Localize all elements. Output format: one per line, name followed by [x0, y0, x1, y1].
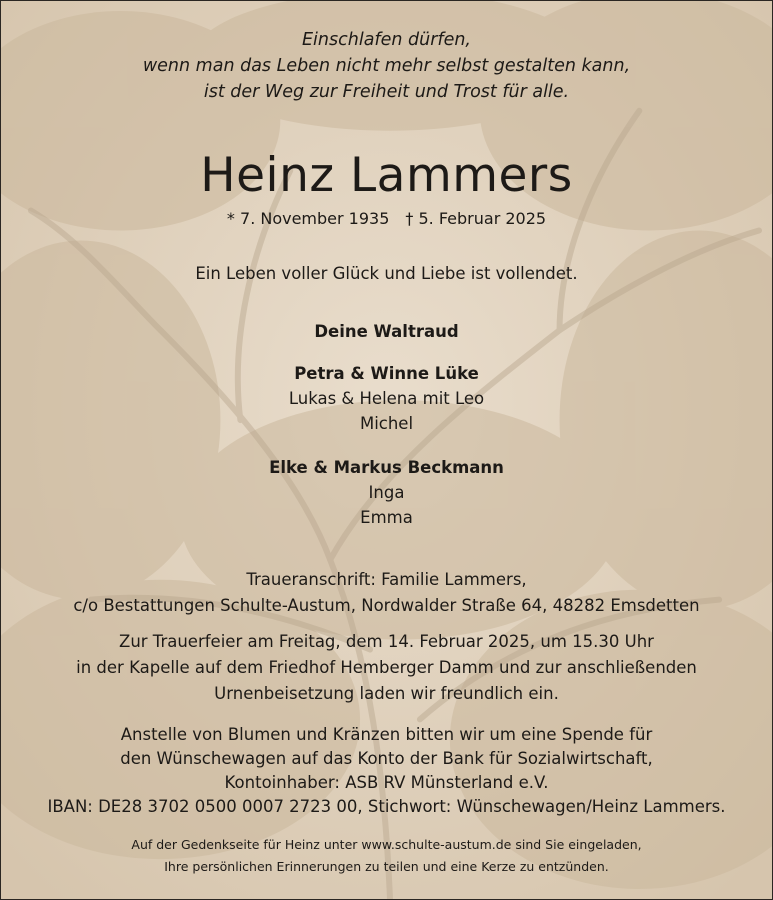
birth-date: * 7. November 1935 — [226, 209, 390, 228]
donation-info — [1, 723, 772, 819]
family-group-head: Petra & Winne Lüke — [294, 364, 479, 383]
family-member: Michel — [359, 414, 414, 433]
address-line: c/o Bestattungen Schulte-Austum, Nordwalder Straße 64, 48282 Emsdetten — [73, 596, 700, 615]
family-group — [1, 455, 772, 530]
family-group-head: Elke & Markus Beckmann — [269, 458, 504, 477]
poem-line: wenn man das Leben nicht mehr selbst gestalten kann, — [142, 56, 631, 76]
memorial-page-note — [1, 834, 772, 878]
poem — [1, 27, 772, 105]
poem-line: Einschlafen dürfen, — [302, 30, 471, 50]
family-spouse — [1, 319, 772, 344]
address-line: Traueranschrift: Familie Lammers, — [246, 570, 527, 589]
ceremony-line: Urnenbeisetzung laden wir freundlich ein. — [214, 684, 559, 703]
donation-line: Anstelle von Blumen und Kränzen bitten wir um eine Spende für — [120, 725, 653, 744]
family-member: Inga — [368, 483, 405, 502]
family-group — [1, 361, 772, 436]
deceased-name: Heinz Lammers — [200, 148, 573, 203]
ceremony-line: in der Kapelle auf dem Friedhof Hemberger Damm und zur anschließenden — [76, 658, 697, 677]
spouse-name: Deine Waltraud — [314, 322, 459, 341]
donation-line: Kontoinhaber: ASB RV Münsterland e.V. — [224, 773, 549, 792]
footer-line: Auf der Gedenkseite für Heinz unter www.schulte-austum.de sind Sie eingeladen, — [131, 837, 642, 852]
ceremony-info — [1, 629, 772, 707]
family-member: Lukas & Helena mit Leo — [288, 389, 485, 408]
donation-line: den Wünschewagen auf das Konto der Bank für Sozialwirtschaft, — [120, 749, 653, 768]
poem-line: ist der Weg zur Freiheit und Trost für alle. — [203, 82, 570, 102]
motto: Ein Leben voller Glück und Liebe ist vollendet. — [195, 264, 578, 283]
life-dates — [1, 207, 772, 231]
ceremony-line: Zur Trauerfeier am Freitag, dem 14. Februar 2025, um 15.30 Uhr — [119, 632, 654, 651]
donation-line: IBAN: DE28 3702 0500 0007 2723 00, Stichwort: Wünschewagen/Heinz Lammers. — [47, 797, 726, 816]
death-date: † 5. Februar 2025 — [405, 209, 547, 228]
footer-line: Ihre persönlichen Erinnerungen zu teilen und eine Kerze zu entzünden. — [164, 859, 609, 874]
mourning-address — [1, 567, 772, 619]
family-member: Emma — [360, 508, 413, 527]
